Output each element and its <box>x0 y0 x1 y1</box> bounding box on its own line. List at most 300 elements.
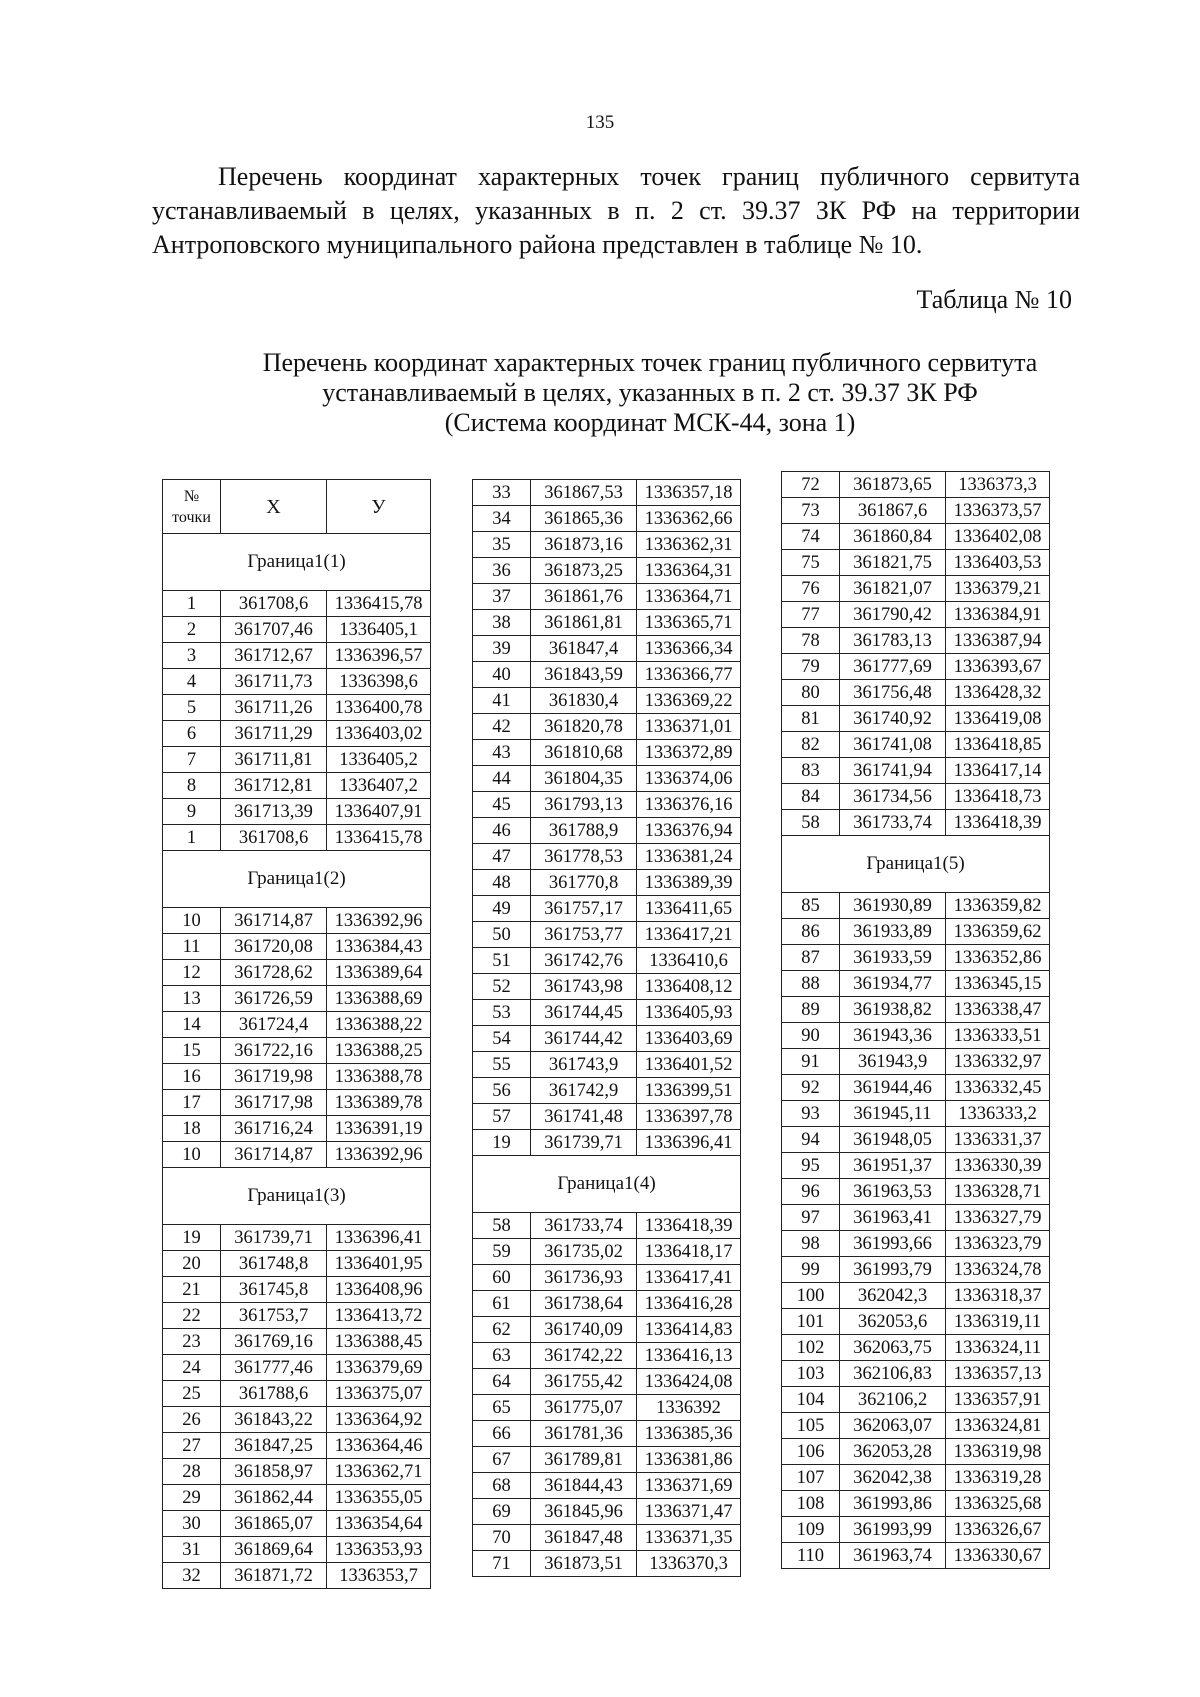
x-coordinate-cell: 361788,9 <box>531 818 637 844</box>
x-coordinate-cell: 361993,79 <box>840 1257 946 1283</box>
table-row <box>782 1127 1050 1153</box>
table-row <box>473 922 741 948</box>
point-number-cell: 54 <box>473 1026 531 1052</box>
x-coordinate-cell: 362042,38 <box>840 1465 946 1491</box>
table-row <box>782 1491 1050 1517</box>
point-number-cell: 29 <box>163 1485 221 1511</box>
table-row <box>163 695 431 721</box>
point-number-cell: 28 <box>163 1459 221 1485</box>
y-coordinate-cell: 1336417,21 <box>637 922 741 948</box>
table-row <box>163 1038 431 1064</box>
point-number-cell: 5 <box>163 695 221 721</box>
table-row <box>782 1361 1050 1387</box>
x-coordinate-cell: 361743,9 <box>531 1052 637 1078</box>
point-number-cell: 19 <box>163 1225 221 1251</box>
table-title <box>200 348 1100 438</box>
x-coordinate-cell: 361744,45 <box>531 1000 637 1026</box>
point-number-cell: 24 <box>163 1355 221 1381</box>
boundary-group-label: Граница1(2) <box>163 851 431 908</box>
y-coordinate-cell: 1336330,67 <box>946 1543 1050 1569</box>
x-coordinate-cell: 361783,13 <box>840 628 946 654</box>
y-coordinate-cell: 1336364,31 <box>637 558 741 584</box>
point-number-cell: 37 <box>473 584 531 610</box>
y-coordinate-cell: 1336328,71 <box>946 1179 1050 1205</box>
table-row <box>782 1075 1050 1101</box>
point-number-cell: 11 <box>163 934 221 960</box>
table-row <box>473 480 741 506</box>
table-row <box>163 1433 431 1459</box>
x-coordinate-cell: 362063,75 <box>840 1335 946 1361</box>
x-coordinate-cell: 361712,81 <box>221 773 327 799</box>
point-number-cell: 104 <box>782 1387 840 1413</box>
table-row <box>473 974 741 1000</box>
y-coordinate-cell: 1336403,69 <box>637 1026 741 1052</box>
y-coordinate-cell: 1336384,43 <box>327 934 431 960</box>
point-number-cell: 81 <box>782 706 840 732</box>
y-coordinate-cell: 1336323,79 <box>946 1231 1050 1257</box>
x-coordinate-cell: 361740,92 <box>840 706 946 732</box>
table-row <box>782 1465 1050 1491</box>
y-coordinate-cell: 1336319,28 <box>946 1465 1050 1491</box>
table-row <box>473 688 741 714</box>
y-coordinate-cell: 1336418,85 <box>946 732 1050 758</box>
x-coordinate-cell: 361934,77 <box>840 971 946 997</box>
x-coordinate-cell: 361963,41 <box>840 1205 946 1231</box>
point-number-cell: 47 <box>473 844 531 870</box>
point-number-cell: 51 <box>473 948 531 974</box>
y-coordinate-cell: 1336353,7 <box>327 1563 431 1589</box>
x-coordinate-cell: 361933,89 <box>840 919 946 945</box>
point-number-cell: 72 <box>782 472 840 498</box>
table-row <box>473 1343 741 1369</box>
y-coordinate-cell: 1336325,68 <box>946 1491 1050 1517</box>
point-number-cell: 100 <box>782 1283 840 1309</box>
x-coordinate-cell: 361830,4 <box>531 688 637 714</box>
y-coordinate-cell: 1336371,69 <box>637 1473 741 1499</box>
table-row <box>782 1257 1050 1283</box>
y-coordinate-cell: 1336376,94 <box>637 818 741 844</box>
point-number-cell: 1 <box>163 825 221 851</box>
point-number-cell: 70 <box>473 1525 531 1551</box>
x-coordinate-cell: 361845,96 <box>531 1499 637 1525</box>
table-row <box>782 1543 1050 1569</box>
table-row <box>163 908 431 934</box>
table-row <box>163 934 431 960</box>
table-row <box>473 714 741 740</box>
y-coordinate-cell: 1336374,06 <box>637 766 741 792</box>
y-coordinate-cell: 1336403,53 <box>946 550 1050 576</box>
x-coordinate-cell: 361821,75 <box>840 550 946 576</box>
x-coordinate-cell: 361865,07 <box>221 1511 327 1537</box>
header-point-number: № точки <box>163 480 221 534</box>
point-number-cell: 55 <box>473 1052 531 1078</box>
point-number-cell: 30 <box>163 1511 221 1537</box>
table-row <box>163 1537 431 1563</box>
x-coordinate-cell: 361742,9 <box>531 1078 637 1104</box>
table-row <box>473 1421 741 1447</box>
table-row <box>473 1447 741 1473</box>
x-coordinate-cell: 361770,8 <box>531 870 637 896</box>
boundary-group-row <box>473 1156 741 1213</box>
table-row <box>473 1291 741 1317</box>
point-number-cell: 78 <box>782 628 840 654</box>
x-coordinate-cell: 361867,53 <box>531 480 637 506</box>
point-number-cell: 21 <box>163 1277 221 1303</box>
point-number-cell: 87 <box>782 945 840 971</box>
y-coordinate-cell: 1336375,07 <box>327 1381 431 1407</box>
table-row <box>473 610 741 636</box>
x-coordinate-cell: 361753,7 <box>221 1303 327 1329</box>
table-row <box>473 662 741 688</box>
point-number-cell: 12 <box>163 960 221 986</box>
point-number-cell: 106 <box>782 1439 840 1465</box>
y-coordinate-cell: 1336392,96 <box>327 1142 431 1168</box>
point-number-cell: 15 <box>163 1038 221 1064</box>
table-row <box>473 1000 741 1026</box>
x-coordinate-cell: 361748,8 <box>221 1251 327 1277</box>
point-number-cell: 4 <box>163 669 221 695</box>
table-row <box>782 997 1050 1023</box>
point-number-cell: 58 <box>473 1213 531 1239</box>
table-row <box>163 617 431 643</box>
x-coordinate-cell: 361871,72 <box>221 1563 327 1589</box>
y-coordinate-cell: 1336392 <box>637 1395 741 1421</box>
x-coordinate-cell: 361938,82 <box>840 997 946 1023</box>
point-number-cell: 59 <box>473 1239 531 1265</box>
table-row <box>163 1116 431 1142</box>
point-number-cell: 98 <box>782 1231 840 1257</box>
y-coordinate-cell: 1336332,45 <box>946 1075 1050 1101</box>
table-row <box>473 1317 741 1343</box>
point-number-cell: 22 <box>163 1303 221 1329</box>
x-coordinate-cell: 362063,07 <box>840 1413 946 1439</box>
x-coordinate-cell: 361930,89 <box>840 893 946 919</box>
point-number-cell: 77 <box>782 602 840 628</box>
point-number-cell: 90 <box>782 1023 840 1049</box>
point-number-cell: 103 <box>782 1361 840 1387</box>
y-coordinate-cell: 1336405,1 <box>327 617 431 643</box>
x-coordinate-cell: 361843,22 <box>221 1407 327 1433</box>
point-number-cell: 86 <box>782 919 840 945</box>
point-number-cell: 8 <box>163 773 221 799</box>
table-row <box>473 896 741 922</box>
table-row <box>163 1090 431 1116</box>
y-coordinate-cell: 1336388,22 <box>327 1012 431 1038</box>
x-coordinate-cell: 361860,84 <box>840 524 946 550</box>
point-number-cell: 85 <box>782 893 840 919</box>
point-number-cell: 94 <box>782 1127 840 1153</box>
point-number-cell: 46 <box>473 818 531 844</box>
x-coordinate-cell: 361735,02 <box>531 1239 637 1265</box>
point-number-cell: 95 <box>782 1153 840 1179</box>
table-row <box>163 960 431 986</box>
point-number-cell: 56 <box>473 1078 531 1104</box>
table-row <box>473 1265 741 1291</box>
x-coordinate-cell: 361843,59 <box>531 662 637 688</box>
point-number-cell: 23 <box>163 1329 221 1355</box>
point-number-cell: 58 <box>782 810 840 836</box>
x-coordinate-cell: 361757,17 <box>531 896 637 922</box>
point-number-cell: 64 <box>473 1369 531 1395</box>
table-number: Таблица № 10 <box>916 285 1072 314</box>
point-number-cell: 2 <box>163 617 221 643</box>
x-coordinate-cell: 361869,64 <box>221 1537 327 1563</box>
x-coordinate-cell: 361873,25 <box>531 558 637 584</box>
y-coordinate-cell: 1336388,78 <box>327 1064 431 1090</box>
point-number-cell: 91 <box>782 1049 840 1075</box>
point-number-cell: 13 <box>163 986 221 1012</box>
table-row <box>163 1511 431 1537</box>
point-number-cell: 14 <box>163 1012 221 1038</box>
coordinates-table-column-2 <box>472 479 741 1577</box>
y-coordinate-cell: 1336388,45 <box>327 1329 431 1355</box>
table-row <box>163 1381 431 1407</box>
table-row <box>163 591 431 617</box>
x-coordinate-cell: 361993,66 <box>840 1231 946 1257</box>
y-coordinate-cell: 1336370,3 <box>637 1551 741 1577</box>
table-row <box>473 1395 741 1421</box>
y-coordinate-cell: 1336357,18 <box>637 480 741 506</box>
point-number-cell: 65 <box>473 1395 531 1421</box>
x-coordinate-cell: 361756,48 <box>840 680 946 706</box>
y-coordinate-cell: 1336379,69 <box>327 1355 431 1381</box>
y-coordinate-cell: 1336338,47 <box>946 997 1050 1023</box>
x-coordinate-cell: 361711,81 <box>221 747 327 773</box>
y-coordinate-cell: 1336332,97 <box>946 1049 1050 1075</box>
x-coordinate-cell: 361711,73 <box>221 669 327 695</box>
table-row <box>782 1283 1050 1309</box>
point-number-cell: 44 <box>473 766 531 792</box>
x-coordinate-cell: 361753,77 <box>531 922 637 948</box>
table-row <box>473 584 741 610</box>
table-row <box>163 1277 431 1303</box>
table-row <box>782 680 1050 706</box>
table-row <box>782 893 1050 919</box>
y-coordinate-cell: 1336331,37 <box>946 1127 1050 1153</box>
table-row <box>782 784 1050 810</box>
y-coordinate-cell: 1336362,66 <box>637 506 741 532</box>
point-number-cell: 41 <box>473 688 531 714</box>
table-row <box>163 1407 431 1433</box>
table-row <box>782 1153 1050 1179</box>
point-number-cell: 36 <box>473 558 531 584</box>
table-row <box>782 1023 1050 1049</box>
x-coordinate-cell: 361769,16 <box>221 1329 327 1355</box>
y-coordinate-cell: 1336413,72 <box>327 1303 431 1329</box>
table-row <box>163 1459 431 1485</box>
x-coordinate-cell: 361777,46 <box>221 1355 327 1381</box>
table-row <box>782 1517 1050 1543</box>
y-coordinate-cell: 1336408,96 <box>327 1277 431 1303</box>
x-coordinate-cell: 361734,56 <box>840 784 946 810</box>
x-coordinate-cell: 361873,16 <box>531 532 637 558</box>
x-coordinate-cell: 361847,25 <box>221 1433 327 1459</box>
y-coordinate-cell: 1336401,52 <box>637 1052 741 1078</box>
table-row <box>473 766 741 792</box>
table-row <box>473 1213 741 1239</box>
y-coordinate-cell: 1336388,69 <box>327 986 431 1012</box>
y-coordinate-cell: 1336371,47 <box>637 1499 741 1525</box>
x-coordinate-cell: 361733,74 <box>531 1213 637 1239</box>
boundary-group-label: Граница1(5) <box>782 836 1050 893</box>
table-row <box>473 1239 741 1265</box>
table-row <box>782 758 1050 784</box>
point-number-cell: 3 <box>163 643 221 669</box>
table-row <box>163 773 431 799</box>
x-coordinate-cell: 361740,09 <box>531 1317 637 1343</box>
table-row <box>163 1064 431 1090</box>
x-coordinate-cell: 361739,71 <box>221 1225 327 1251</box>
table-row <box>163 1563 431 1589</box>
y-coordinate-cell: 1336326,67 <box>946 1517 1050 1543</box>
point-number-cell: 48 <box>473 870 531 896</box>
y-coordinate-cell: 1336333,2 <box>946 1101 1050 1127</box>
x-coordinate-cell: 361739,71 <box>531 1130 637 1156</box>
table-row <box>163 669 431 695</box>
point-number-cell: 101 <box>782 1309 840 1335</box>
x-coordinate-cell: 361745,8 <box>221 1277 327 1303</box>
point-number-cell: 102 <box>782 1335 840 1361</box>
point-number-cell: 83 <box>782 758 840 784</box>
table-row <box>163 643 431 669</box>
y-coordinate-cell: 1336418,73 <box>946 784 1050 810</box>
y-coordinate-cell: 1336373,3 <box>946 472 1050 498</box>
table-row <box>782 654 1050 680</box>
x-coordinate-cell: 361781,36 <box>531 1421 637 1447</box>
y-coordinate-cell: 1336408,12 <box>637 974 741 1000</box>
y-coordinate-cell: 1336357,13 <box>946 1361 1050 1387</box>
point-number-cell: 79 <box>782 654 840 680</box>
table-row <box>782 576 1050 602</box>
point-number-cell: 16 <box>163 1064 221 1090</box>
point-number-cell: 52 <box>473 974 531 1000</box>
x-coordinate-cell: 361945,11 <box>840 1101 946 1127</box>
x-coordinate-cell: 361712,67 <box>221 643 327 669</box>
point-number-cell: 40 <box>473 662 531 688</box>
x-coordinate-cell: 361742,22 <box>531 1343 637 1369</box>
boundary-group-row <box>163 534 431 591</box>
x-coordinate-cell: 361711,29 <box>221 721 327 747</box>
point-number-cell: 25 <box>163 1381 221 1407</box>
table-row <box>473 1551 741 1577</box>
point-number-cell: 32 <box>163 1563 221 1589</box>
y-coordinate-cell: 1336333,51 <box>946 1023 1050 1049</box>
x-coordinate-cell: 361861,81 <box>531 610 637 636</box>
y-coordinate-cell: 1336365,71 <box>637 610 741 636</box>
point-number-cell: 108 <box>782 1491 840 1517</box>
y-coordinate-cell: 1336415,78 <box>327 825 431 851</box>
y-coordinate-cell: 1336393,67 <box>946 654 1050 680</box>
y-coordinate-cell: 1336384,91 <box>946 602 1050 628</box>
y-coordinate-cell: 1336396,57 <box>327 643 431 669</box>
y-coordinate-cell: 1336381,86 <box>637 1447 741 1473</box>
x-coordinate-cell: 361775,07 <box>531 1395 637 1421</box>
table-row <box>473 1104 741 1130</box>
point-number-cell: 49 <box>473 896 531 922</box>
y-coordinate-cell: 1336352,86 <box>946 945 1050 971</box>
y-coordinate-cell: 1336401,95 <box>327 1251 431 1277</box>
x-coordinate-cell: 361707,46 <box>221 617 327 643</box>
y-coordinate-cell: 1336324,11 <box>946 1335 1050 1361</box>
table-row <box>473 506 741 532</box>
x-coordinate-cell: 361867,6 <box>840 498 946 524</box>
table-row <box>163 799 431 825</box>
x-coordinate-cell: 361736,93 <box>531 1265 637 1291</box>
boundary-group-row <box>163 1168 431 1225</box>
table-row <box>163 1355 431 1381</box>
table-row <box>163 721 431 747</box>
x-coordinate-cell: 361741,08 <box>840 732 946 758</box>
point-number-cell: 18 <box>163 1116 221 1142</box>
y-coordinate-cell: 1336345,15 <box>946 971 1050 997</box>
x-coordinate-cell: 361861,76 <box>531 584 637 610</box>
table-row <box>473 1078 741 1104</box>
point-number-cell: 42 <box>473 714 531 740</box>
x-coordinate-cell: 361789,81 <box>531 1447 637 1473</box>
table-row <box>782 498 1050 524</box>
x-coordinate-cell: 361847,48 <box>531 1525 637 1551</box>
table-row <box>163 825 431 851</box>
point-number-cell: 67 <box>473 1447 531 1473</box>
point-number-cell: 6 <box>163 721 221 747</box>
y-coordinate-cell: 1336402,08 <box>946 524 1050 550</box>
table-row <box>782 732 1050 758</box>
page-number: 135 <box>585 112 615 133</box>
table-row <box>782 628 1050 654</box>
point-number-cell: 38 <box>473 610 531 636</box>
x-coordinate-cell: 361724,4 <box>221 1012 327 1038</box>
y-coordinate-cell: 1336388,25 <box>327 1038 431 1064</box>
point-number-cell: 27 <box>163 1433 221 1459</box>
boundary-group-row <box>782 836 1050 893</box>
x-coordinate-cell: 361862,44 <box>221 1485 327 1511</box>
table-row <box>473 792 741 818</box>
table-row <box>473 948 741 974</box>
coordinates-table-column-3 <box>781 471 1050 1569</box>
table-row <box>782 1231 1050 1257</box>
y-coordinate-cell: 1336389,78 <box>327 1090 431 1116</box>
table-row <box>473 740 741 766</box>
table-row <box>473 1052 741 1078</box>
table-header-row <box>163 480 431 534</box>
table-row <box>473 1369 741 1395</box>
table-title-line: (Система координат МСК-44, зона 1) <box>444 408 856 437</box>
y-coordinate-cell: 1336416,13 <box>637 1343 741 1369</box>
y-coordinate-cell: 1336416,28 <box>637 1291 741 1317</box>
y-coordinate-cell: 1336354,64 <box>327 1511 431 1537</box>
point-number-cell: 99 <box>782 1257 840 1283</box>
y-coordinate-cell: 1336417,14 <box>946 758 1050 784</box>
x-coordinate-cell: 361719,98 <box>221 1064 327 1090</box>
y-coordinate-cell: 1336376,16 <box>637 792 741 818</box>
table-row <box>163 1251 431 1277</box>
x-coordinate-cell: 361777,69 <box>840 654 946 680</box>
boundary-group-row <box>163 851 431 908</box>
table-row <box>782 472 1050 498</box>
y-coordinate-cell: 1336364,46 <box>327 1433 431 1459</box>
x-coordinate-cell: 361873,51 <box>531 1551 637 1577</box>
table-row <box>163 747 431 773</box>
point-number-cell: 63 <box>473 1343 531 1369</box>
table-row <box>473 870 741 896</box>
point-number-cell: 76 <box>782 576 840 602</box>
y-coordinate-cell: 1336362,31 <box>637 532 741 558</box>
y-coordinate-cell: 1336371,35 <box>637 1525 741 1551</box>
y-coordinate-cell: 1336389,39 <box>637 870 741 896</box>
table-row <box>782 810 1050 836</box>
point-number-cell: 34 <box>473 506 531 532</box>
point-number-cell: 66 <box>473 1421 531 1447</box>
